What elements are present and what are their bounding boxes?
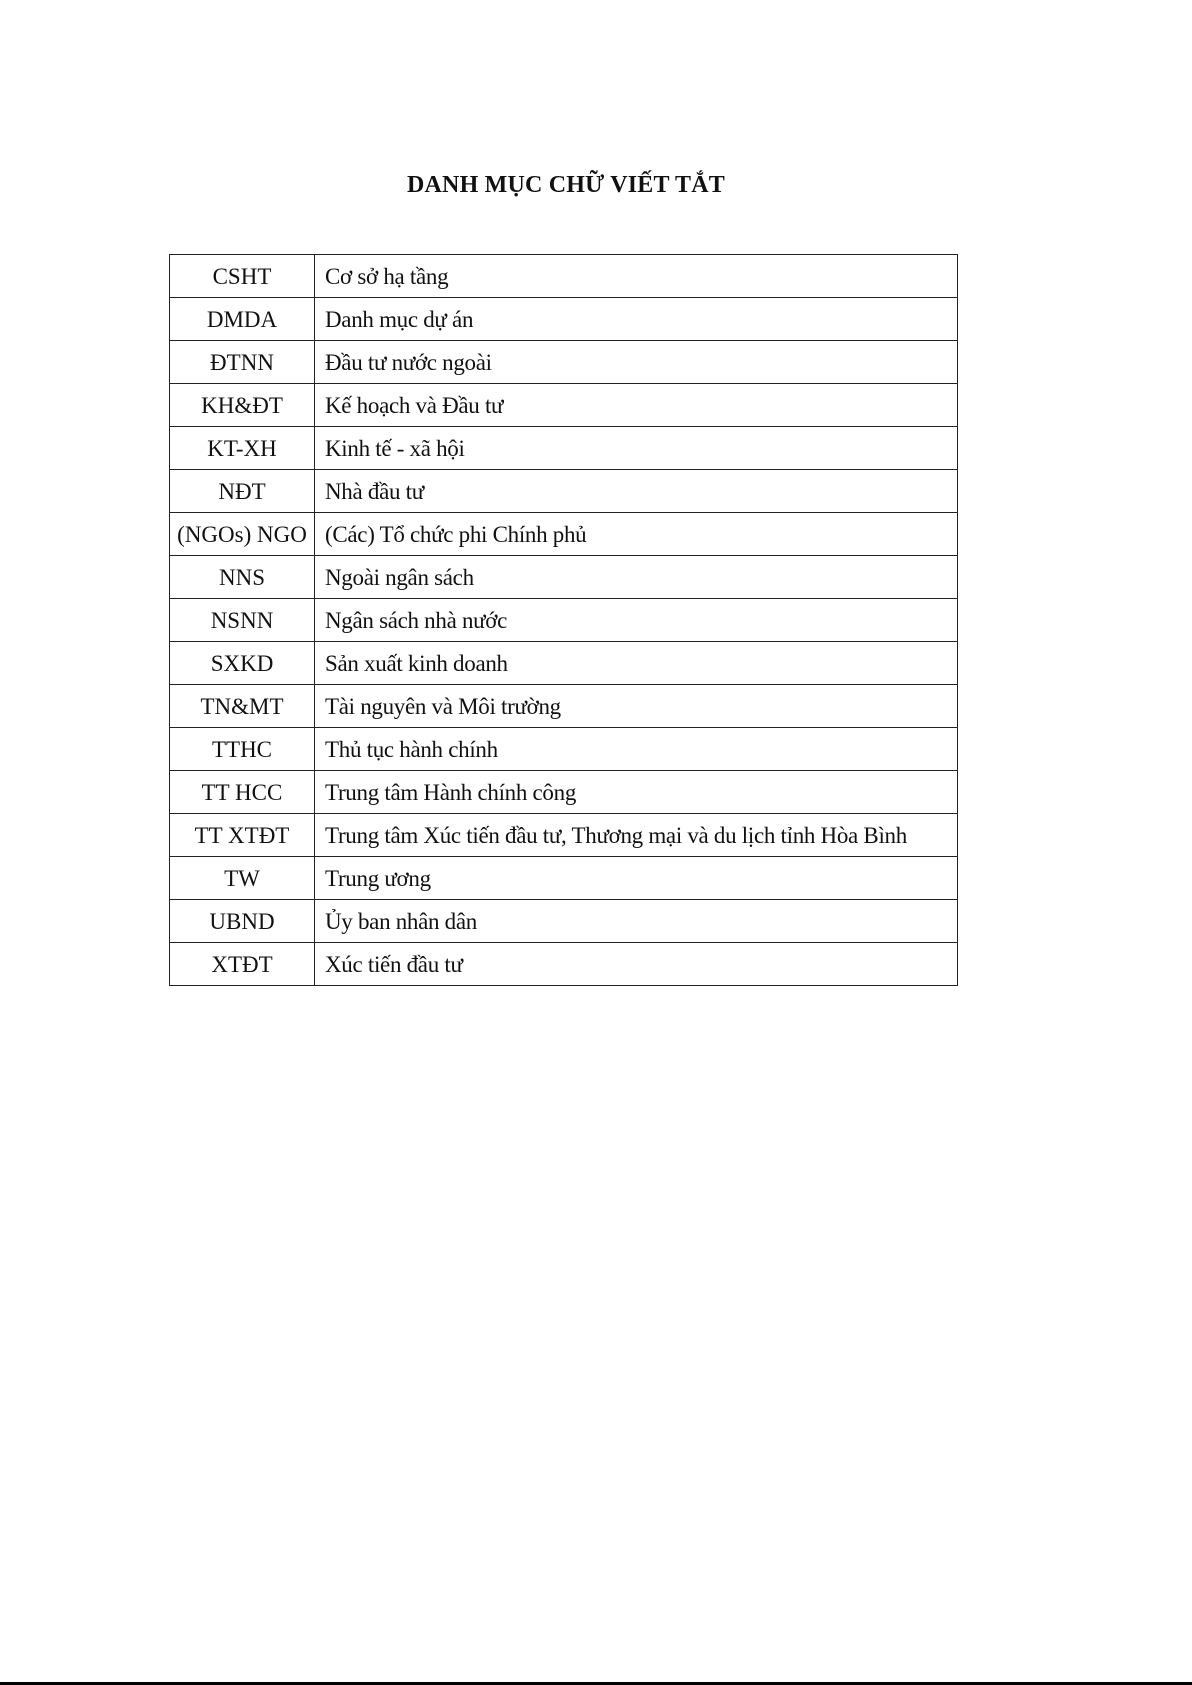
- table-row: [170, 771, 958, 814]
- table-row: [170, 384, 958, 427]
- abbreviation-cell: TT XTĐT: [170, 814, 315, 857]
- meaning-cell: Kinh tế - xã hội: [315, 427, 958, 470]
- abbreviation-cell: TT HCC: [170, 771, 315, 814]
- abbreviation-cell: NNS: [170, 556, 315, 599]
- table-row: [170, 814, 958, 857]
- table-row: [170, 685, 958, 728]
- abbreviation-cell: SXKD: [170, 642, 315, 685]
- abbreviation-cell: TN&MT: [170, 685, 315, 728]
- meaning-cell: Đầu tư nước ngoài: [315, 341, 958, 384]
- table-row: [170, 341, 958, 384]
- meaning-cell: Trung tâm Hành chính công: [315, 771, 958, 814]
- abbreviation-cell: TTHC: [170, 728, 315, 771]
- abbreviation-cell: (NGOs) NGO: [170, 513, 315, 556]
- table-row: [170, 255, 958, 298]
- meaning-cell: Ngân sách nhà nước: [315, 599, 958, 642]
- meaning-cell: Cơ sở hạ tầng: [315, 255, 958, 298]
- abbreviation-cell: TW: [170, 857, 315, 900]
- table-row: [170, 728, 958, 771]
- table-row: [170, 556, 958, 599]
- abbreviation-cell: NSNN: [170, 599, 315, 642]
- meaning-cell: Danh mục dự án: [315, 298, 958, 341]
- table-row: [170, 857, 958, 900]
- meaning-cell: Thủ tục hành chính: [315, 728, 958, 771]
- abbreviation-cell: KT-XH: [170, 427, 315, 470]
- table-row: [170, 470, 958, 513]
- table-row: [170, 943, 958, 986]
- page-title: DANH MỤC CHỮ VIẾT TẮT: [406, 172, 726, 198]
- table-row: [170, 642, 958, 685]
- meaning-cell: Xúc tiến đầu tư: [315, 943, 958, 986]
- abbreviation-cell: UBND: [170, 900, 315, 943]
- table-row: [170, 513, 958, 556]
- abbreviation-cell: CSHT: [170, 255, 315, 298]
- meaning-cell: Kế hoạch và Đầu tư: [315, 384, 958, 427]
- table-row: [170, 427, 958, 470]
- abbreviation-cell: DMDA: [170, 298, 315, 341]
- meaning-cell: Nhà đầu tư: [315, 470, 958, 513]
- abbreviation-cell: XTĐT: [170, 943, 315, 986]
- table-row: [170, 900, 958, 943]
- meaning-cell: Ủy ban nhân dân: [315, 900, 958, 943]
- meaning-cell: Trung tâm Xúc tiến đầu tư, Thương mại và du lịch tỉnh Hòa Bình: [315, 814, 958, 857]
- meaning-cell: Ngoài ngân sách: [315, 556, 958, 599]
- meaning-cell: Trung ương: [315, 857, 958, 900]
- table-row: [170, 599, 958, 642]
- abbreviation-table: [169, 254, 958, 986]
- abbreviation-cell: NĐT: [170, 470, 315, 513]
- abbreviation-cell: ĐTNN: [170, 341, 315, 384]
- abbreviation-table-body: [170, 255, 958, 986]
- table-row: [170, 298, 958, 341]
- abbreviation-cell: KH&ĐT: [170, 384, 315, 427]
- meaning-cell: Sản xuất kinh doanh: [315, 642, 958, 685]
- meaning-cell: Tài nguyên và Môi trường: [315, 685, 958, 728]
- meaning-cell: (Các) Tổ chức phi Chính phủ: [315, 513, 958, 556]
